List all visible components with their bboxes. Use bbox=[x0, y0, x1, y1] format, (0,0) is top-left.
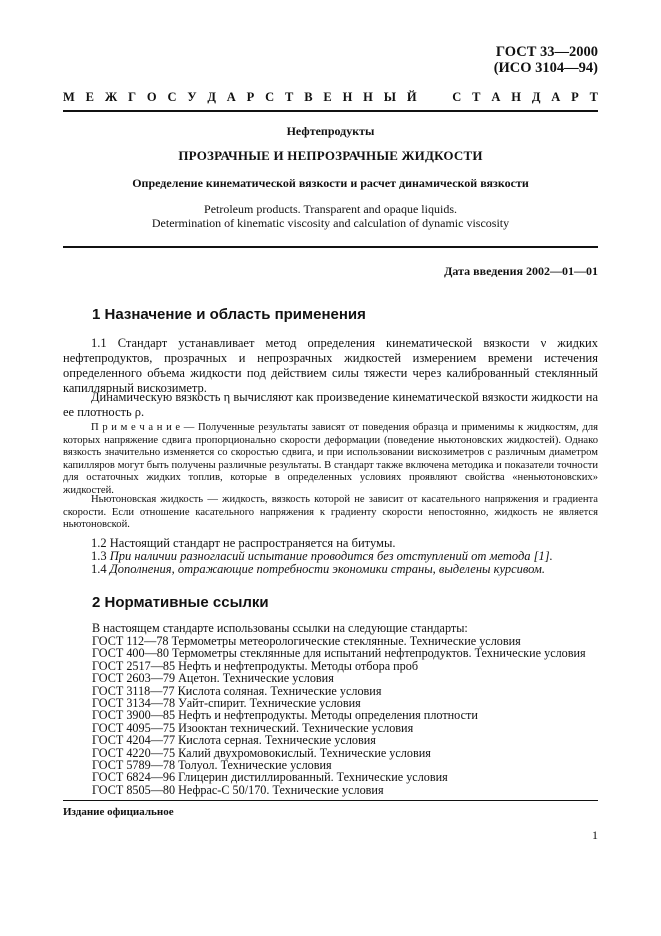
title-letter: А bbox=[491, 90, 501, 104]
title-letter: У bbox=[187, 90, 197, 104]
paragraph-1-4-text: Дополнения, отражающие потребности экономики страны, выделены курсивом. bbox=[109, 562, 546, 576]
reference-code: ГОСТ 3900—85 bbox=[92, 708, 176, 723]
reference-title: Термометры метеорологические стеклянные. Технические условия bbox=[171, 634, 521, 648]
title-letter: Н bbox=[363, 90, 373, 104]
title-letter: Ы bbox=[383, 90, 397, 104]
title-letter: Н bbox=[511, 90, 521, 104]
note-label: П р и м е ч а н и е bbox=[91, 422, 181, 433]
paragraph-dynamic-viscosity: Динамическую вязкость η вычисляют как произведение кинематической вязкости жидкости на ее плотность ρ. bbox=[63, 390, 598, 419]
paragraph-1-1: 1.1 Стандарт устанавливает метод определения кинематической вязкости ν жидких нефтепродуктов, прозрачных и непрозрачных жидкостей измерением времени истечения определенного объема жидкости под действием силы тяжести через калиброванный стеклянный капиллярный вискозиметр. bbox=[63, 336, 598, 395]
reference-title: Уайт-спирит. Технические условия bbox=[178, 696, 361, 711]
reference-code: ГОСТ 112—78 bbox=[92, 634, 169, 648]
title-letter: С bbox=[452, 90, 462, 104]
title-letter: Р bbox=[246, 90, 255, 104]
english-title-2: Determination of kinematic viscosity and calculation of dynamic viscosity bbox=[151, 216, 510, 230]
reference-code: ГОСТ 8505—80 bbox=[92, 782, 176, 797]
reference-title: Нефрас-С 50/170. Технические условия bbox=[178, 782, 384, 797]
reference-title: Кислота соляная. Технические условия bbox=[177, 683, 382, 698]
reference-title: Кислота серная. Технические условия bbox=[178, 733, 376, 748]
top-rule bbox=[63, 110, 598, 112]
iso-number: (ИСО 3104—94) bbox=[493, 60, 598, 76]
reference-title: Изооктан технический. Технические условия bbox=[178, 720, 414, 735]
english-title-1: Petroleum products. Transparent and opaque liquids. bbox=[204, 202, 457, 216]
title-letter: Т bbox=[589, 90, 598, 104]
reference-code: ГОСТ 4220—75 bbox=[92, 745, 176, 760]
title-letter: С bbox=[167, 90, 177, 104]
title-letter: Ж bbox=[104, 90, 118, 104]
section-1-heading: 1 Назначение и область применения bbox=[92, 306, 366, 323]
reference-title: Нефть и нефтепродукты. Методы отбора проб bbox=[178, 658, 419, 673]
interstate-standard-title bbox=[63, 90, 598, 105]
title-letter: Е bbox=[85, 90, 94, 104]
reference-code: ГОСТ 2603—79 bbox=[92, 671, 176, 686]
title-letter: Д bbox=[531, 90, 541, 104]
gost-number: ГОСТ 33—2000 bbox=[495, 44, 598, 60]
title-letter: Й bbox=[406, 90, 417, 104]
paragraph-1-3-text: При наличии разногласий испытание проводится без отступлений от метода [1]. bbox=[109, 549, 553, 563]
title-letter: Т bbox=[472, 90, 481, 104]
footer-rule bbox=[63, 800, 598, 801]
title-letter: Г bbox=[128, 90, 137, 104]
page-number: 1 bbox=[592, 828, 598, 842]
newtonian-note: Ньютоновская жидкость — жидкость, вязкость которой не зависит от касательного напряжения и градиента скорости. Если отношение касательного напряжения к градиенту скорости непостоянно, жидкость не является ньютоновской. bbox=[63, 494, 598, 531]
title-letter: Р bbox=[571, 90, 579, 104]
reference-code: ГОСТ 5789—78 bbox=[92, 758, 176, 773]
reference-code: ГОСТ 3118—77 bbox=[92, 683, 175, 698]
subtitle: Определение кинематической вязкости и расчет динамической вязкости bbox=[132, 176, 529, 190]
main-title: ПРОЗРАЧНЫЕ И НЕПРОЗРАЧНЫЕ ЖИДКОСТИ bbox=[178, 148, 483, 163]
reference-title: Термометры стеклянные для испытаний нефтепродуктов. Технические условия bbox=[172, 646, 586, 661]
reference-code: ГОСТ 6824—96 bbox=[92, 770, 176, 785]
reference-code: ГОСТ 400—80 bbox=[92, 646, 169, 661]
note-text: — Полученные результаты зависят от поведения образца и применимы к жидкостям, для которых напряжение сдвига пропорционально скорости деформации (поведение ньютоновских жидкостей). Однако вязкость значительно изменяется со скоростью сдвига, и при использовании вискозиметров с различным диаметром капилляров могут быть получены различные результаты. В стандарт также включена методика и показатели точности для остаточных жидких топлив, которые в определенных условиях проявляют свойства «неньютоновских» жидкостей. bbox=[63, 422, 598, 496]
references-intro: В настоящем стандарте использованы ссылки на следующие стандарты: bbox=[92, 621, 468, 635]
paragraph-1-2: 1.2 Настоящий стандарт не распространяется на битумы. bbox=[91, 536, 396, 550]
title-letter: А bbox=[226, 90, 236, 104]
title-letter: М bbox=[63, 90, 75, 104]
reference-item bbox=[92, 784, 602, 796]
title-letter: О bbox=[146, 90, 157, 104]
reference-code: ГОСТ 2517—85 bbox=[92, 658, 176, 673]
official-edition: Издание официальное bbox=[63, 806, 174, 818]
paragraph-1-3-number: 1.3 bbox=[91, 549, 110, 563]
note-paragraph bbox=[63, 422, 598, 498]
reference-title: Калий двухромовокислый. Технические условия bbox=[178, 745, 431, 760]
introduction-date: Дата введения 2002—01—01 bbox=[444, 264, 598, 278]
reference-code: ГОСТ 4095—75 bbox=[92, 720, 176, 735]
reference-code: ГОСТ 4204—77 bbox=[92, 733, 176, 748]
title-letter: Д bbox=[207, 90, 216, 104]
paragraph-1-4 bbox=[63, 562, 598, 577]
title-rule bbox=[63, 246, 598, 248]
word-gap bbox=[427, 90, 441, 105]
reference-list bbox=[92, 635, 602, 796]
title-letter: Е bbox=[323, 90, 332, 104]
title-letter: С bbox=[265, 90, 275, 104]
standard-code bbox=[494, 44, 598, 76]
reference-code: ГОСТ 3134—78 bbox=[92, 696, 176, 711]
product-group: Нефтепродукты bbox=[286, 124, 375, 138]
title-letter: Т bbox=[285, 90, 294, 104]
title-letter: В bbox=[304, 90, 313, 104]
title-letter: А bbox=[551, 90, 561, 104]
title-letter: Н bbox=[342, 90, 353, 104]
reference-title: Глицерин дистиллированный. Технические условия bbox=[178, 770, 448, 785]
reference-title: Толуол. Технические условия bbox=[178, 758, 332, 773]
reference-title: Ацетон. Технические условия bbox=[178, 671, 334, 686]
reference-title: Нефть и нефтепродукты. Методы определения плотности bbox=[178, 708, 478, 723]
section-2-heading: 2 Нормативные ссылки bbox=[92, 594, 269, 611]
paragraph-1-4-number: 1.4 bbox=[91, 562, 110, 576]
